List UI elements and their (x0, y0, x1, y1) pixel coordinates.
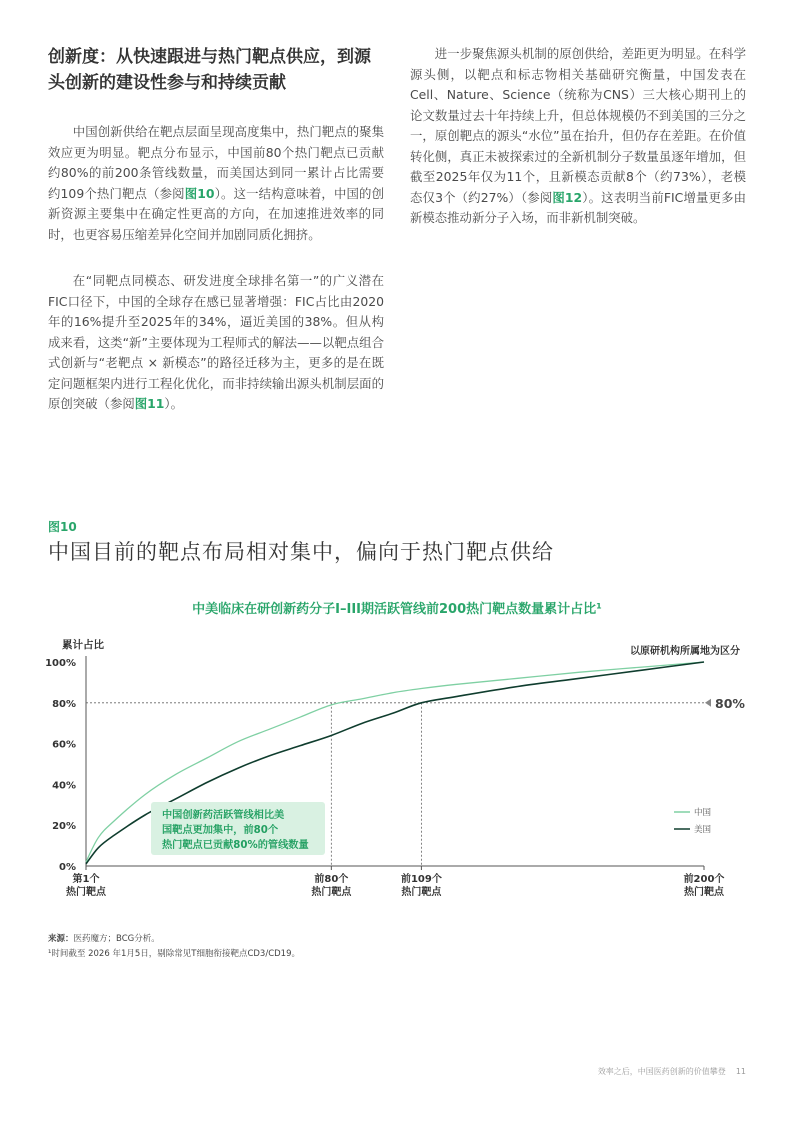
source-text: 医药魔方；BCG分析。 (73, 934, 160, 944)
x-tick-label-line: 热门靶点 (66, 887, 106, 898)
cumulative-share-line-chart (0, 630, 794, 900)
page-number: 11 (735, 1067, 746, 1076)
reference-label: 80% (715, 695, 745, 711)
source-label: 来源： (48, 934, 74, 944)
x-tick-label-line: 热门靶点 (684, 887, 724, 898)
left-text-column (48, 44, 384, 441)
x-tick-label (684, 872, 725, 898)
footnote-1: ¹时间截至 2026 年1月5日，剔除常见T细胞衔接靶点CD3/CD19。 (48, 949, 301, 959)
y-tick-label: 80% (52, 698, 76, 710)
body-paragraph (410, 44, 746, 229)
x-tick-label-line: 前109个 (400, 874, 442, 885)
x-tick-label-line: 热门靶点 (311, 887, 352, 898)
paragraph-text: 进一步聚焦源头机制的原创供给，差距更为明显。在科学源头侧，以靶点和标志物相关基础研究衡量，中国发表在Cell、Nature、Science（统称为CNS）三大核心期刊上的论文数量过去十年持续上升，但总体规模仍不到美国的三分之一，原创靶点的源头“水位”虽在抬升，但仍存在差距。在价值转化侧，真正未被探索过的全新机制分子数量虽逐年增加，但截至2025年仅为11个，且新模态贡献8个（约73%），老模态仅3个（约27%）（参阅 (410, 46, 746, 205)
figure-reference-link[interactable]: 图11 (134, 396, 165, 411)
x-tick-label-line: 前80个 (314, 874, 349, 885)
y-tick-label: 100% (45, 658, 76, 669)
x-tick-label (311, 872, 352, 898)
x-tick-label-line: 第1个 (72, 874, 100, 885)
section-title: 创新度：从快速跟进与热门靶点供应，到源头创新的建设性参与和持续贡献 (48, 47, 371, 93)
x-tick-label-line: 热门靶点 (401, 887, 442, 898)
figure-title: 中国目前的靶点布局相对集中，偏向于热门靶点供给 (48, 540, 554, 564)
right-text-column (410, 44, 746, 255)
y-tick-label: 40% (52, 780, 76, 792)
x-tick-label (401, 872, 442, 898)
body-paragraph (48, 271, 384, 415)
legend-label-usa: 美国 (694, 825, 712, 835)
body-paragraph (48, 122, 384, 245)
footnotes (48, 932, 300, 962)
legend-label-china: 中国 (694, 808, 712, 818)
figure-label: 图10 (48, 520, 77, 534)
annotation-text-line: 热门靶点已贡献80%的管线数量 (162, 840, 309, 851)
paragraph-text: ）。这一结构意味着，中国的创新资源主要集中在确定性更高的方向，在加速推进效率的同时，也更容易压缩差异化空间并加剧同质化拥挤。 (48, 185, 384, 242)
source-note (48, 932, 300, 947)
reference-marker-icon (705, 699, 711, 707)
paragraph-text: 中国创新供给在靶点层面呈现高度集中，热门靶点的聚集效应更为明显。靶点分布显示，中国前80个热门靶点已贡献约80%的前200条管线数量，而美国达到同一累计占比需要约109个热门靶点（参阅 (48, 124, 384, 201)
annotation-text-line: 中国创新药活跃管线相比美 (162, 810, 285, 821)
figure-reference-link[interactable]: 图10 (184, 185, 215, 201)
legend-note: 以原研机构所属地为区分 (630, 646, 740, 657)
footer-text: 效率之后，中国医药创新的价值攀登 (597, 1067, 726, 1076)
paragraph-text: ）。 (164, 396, 183, 411)
x-tick-label-line: 前200个 (683, 874, 725, 885)
y-axis-label: 累计占比 (62, 639, 104, 651)
x-tick-label (66, 872, 107, 898)
y-tick-label: 20% (52, 821, 76, 833)
y-tick-label: 0% (59, 862, 76, 873)
y-tick-label: 60% (52, 739, 76, 751)
chart-title: 中美临床在研创新药分子I–III期活跃管线前200热门靶点数量累计占比¹ (192, 602, 602, 617)
paragraph-text: 在“同靶点同模态、研发进度全球排名第一”的广义潜在FIC口径下，中国的全球存在感已显著增强：FIC占比由2020年的16%提升至2025年的34%，逼近美国的38%。但从构成来看，这类“新”主要体现为工程师式的解法——以靶点组合式创新与“老靶点 × 新模态”的路径迁移为主，更多的是在既定问题框架内进行工程化优化，而非持续输出源头机制层面的原创突破（参阅 (48, 273, 384, 411)
annotation-text-line: 国靶点更加集中，前80个 (162, 825, 279, 836)
paragraph-text: ）。这表明当前FIC增量更多由新模态推动新分子入场，而非新机制突破。 (410, 189, 746, 225)
figure-reference-link[interactable]: 图12 (552, 189, 583, 205)
page-footer (598, 1066, 746, 1077)
